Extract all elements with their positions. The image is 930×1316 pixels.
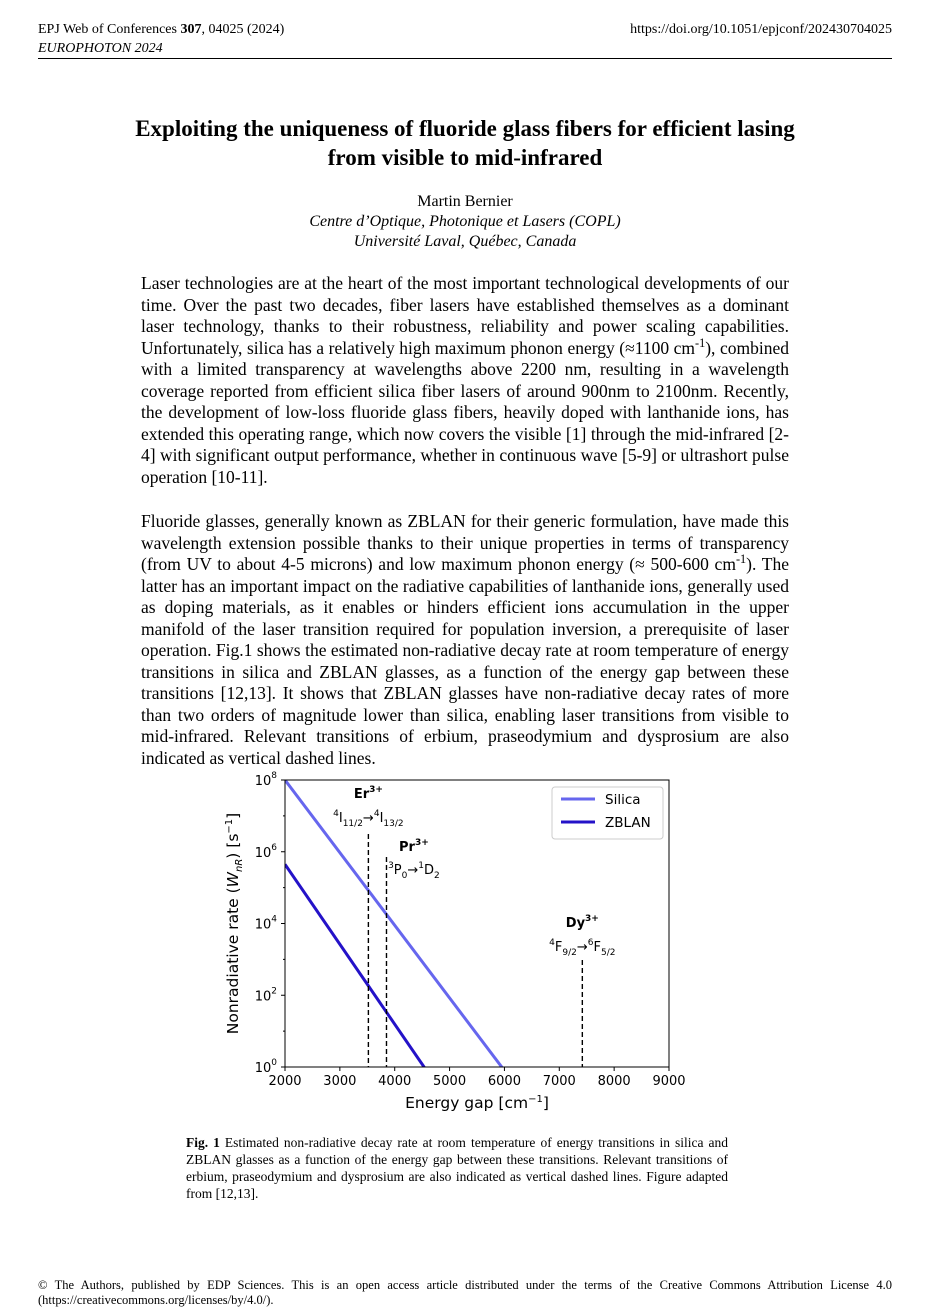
series-line-zblan xyxy=(285,864,427,1070)
x-tick-label: 2000 xyxy=(268,1074,302,1089)
legend-label-silica: Silica xyxy=(605,792,641,808)
transition-label-er: $^4I_{11/2}\to^4I_{13/2}$ xyxy=(333,809,404,829)
caption-text: Estimated non-radiative decay rate at room temperature of energy transitions in silica and ZBLAN glasses as a function of the energy gap between these transitions. Relevant transitions of erbium, praseodymium and dysprosium are also indicated as vertical dashed lines. Figure adapted from [12,13]. xyxy=(186,1135,729,1201)
transition-ion-er: $Er^{3+}$ xyxy=(353,785,383,802)
x-tick-label: 8000 xyxy=(597,1074,631,1089)
journal-name: EPJ Web of Conferences xyxy=(38,22,177,37)
paragraph-1-text-a: Laser technologies are at the heart of the most important technological developments of our time. Over the past two decades, fiber lasers have established themselves as a dominant laser technology, thanks to their robustness, reliability and power scaling capabilities. Unfortunately, silica has a relatively high maximum phonon energy (≈1100 cm xyxy=(141,273,789,358)
transition-ion-pr: $Pr^{3+}$ xyxy=(399,838,429,855)
x-tick-label: 3000 xyxy=(323,1074,357,1089)
article-number: , 04025 (2024) xyxy=(201,22,285,37)
decay-rate-chart xyxy=(220,770,700,1120)
x-tick-label: 9000 xyxy=(652,1074,686,1089)
paragraph-2-superscript: -1 xyxy=(735,552,747,567)
y-tick-label: $10^0$ xyxy=(254,1058,277,1076)
caption-label: Fig. 1 xyxy=(186,1135,220,1150)
chart-legend xyxy=(552,787,663,839)
y-tick-label: $10^2$ xyxy=(254,986,277,1005)
running-header xyxy=(38,20,284,58)
affiliation-line-2: Université Laval, Québec, Canada xyxy=(353,233,577,250)
paper-title: Exploiting the uniqueness of fluoride glass fibers for efficient lasing from visible to mid-infrared xyxy=(135,116,795,170)
transition-label-pr: $^3P_0\to^1D_2$ xyxy=(388,861,440,881)
x-tick-label: 4000 xyxy=(378,1074,412,1089)
license-footer: © The Authors, published by EDP Sciences. This is an open access article distributed under the terms of the Creative Commons Attribution License 4.0 (https://creativecommons.org/licenses/by/4.0/). xyxy=(38,1278,892,1307)
paragraph-1-text-b: ), combined with a limited transparency at wavelengths above 2200 nm, resulting in a wavelength coverage reported from efficient silica fiber lasers of around 900nm to 2100nm. Recently, the development of low-loss fluoride glass fibers, heavily doped with lanthanide ions, has extended this operating range, which now covers the visible [1] through the mid-infrared [2-4] with significant output performance, whether in continuous wave [5-9] or ultrashort pulse operation [10-11]. xyxy=(141,337,789,487)
header-rule xyxy=(38,58,892,59)
figure-1 xyxy=(220,770,700,1120)
affiliation-line-1: Centre d’Optique, Photonique et Lasers (COPL) xyxy=(309,213,621,230)
journal-line xyxy=(38,20,284,39)
author-block xyxy=(0,192,930,252)
x-axis-label: Energy gap $[cm^{-1}]$ xyxy=(405,1094,549,1112)
y-tick-label: $10^4$ xyxy=(254,914,277,933)
body-paragraph-1 xyxy=(141,273,789,488)
x-tick-label: 6000 xyxy=(487,1074,521,1089)
paragraph-1-superscript: -1 xyxy=(695,335,706,350)
transition-ion-dy: $Dy^{3+}$ xyxy=(565,914,599,931)
y-tick-label: $10^6$ xyxy=(254,842,277,861)
paragraph-2-text-b: ). The latter has an important impact on the radiative capabilities of lanthanide ions, generally used as doping materials, as it enables or hinders efficient ions accumulation in the upper manifold of the laser transition required for population inversion, a prerequisite of laser operation. Fig.1 shows the estimated non-radiative decay rate at room temperature of energy transitions in silica and ZBLAN glasses, as a function of the energy gap between these transitions [12,13]. It shows that ZBLAN glasses have non-radiative decay rates of more than two orders of magnitude lower than silica, enabling laser transitions from visible to mid-infrared. Relevant transitions of erbium, praseodymium and dysprosium are also indicated as vertical dashed lines. xyxy=(141,554,790,768)
journal-volume: 307 xyxy=(180,22,202,37)
transition-label-dy: $^4F_{9/2}\to^6F_{5/2}$ xyxy=(549,938,616,958)
conference-name: EUROPHOTON 2024 xyxy=(38,41,163,56)
author-name: Martin Bernier xyxy=(417,193,513,210)
doi-link[interactable]: https://doi.org/10.1051/epjconf/202430704025 xyxy=(630,22,892,37)
y-axis-label: Nonradiative rate $(W_{nR})$ $[s^{-1}]$ xyxy=(224,812,245,1035)
y-tick-label: $10^8$ xyxy=(254,771,277,789)
figure-caption xyxy=(186,1134,728,1202)
x-tick-label: 5000 xyxy=(433,1074,467,1089)
body-paragraph-2 xyxy=(141,511,789,769)
legend-label-zblan: ZBLAN xyxy=(605,815,651,831)
x-tick-label: 7000 xyxy=(542,1074,576,1089)
paragraph-2-text-a: Fluoride glasses, generally known as ZBLAN for their generic formulation, have made this wavelength extension possible thanks to their unique properties in terms of transparency (from UV to about 4-5 microns) and low maximum phonon energy (≈ 500-600 cm xyxy=(141,511,789,574)
